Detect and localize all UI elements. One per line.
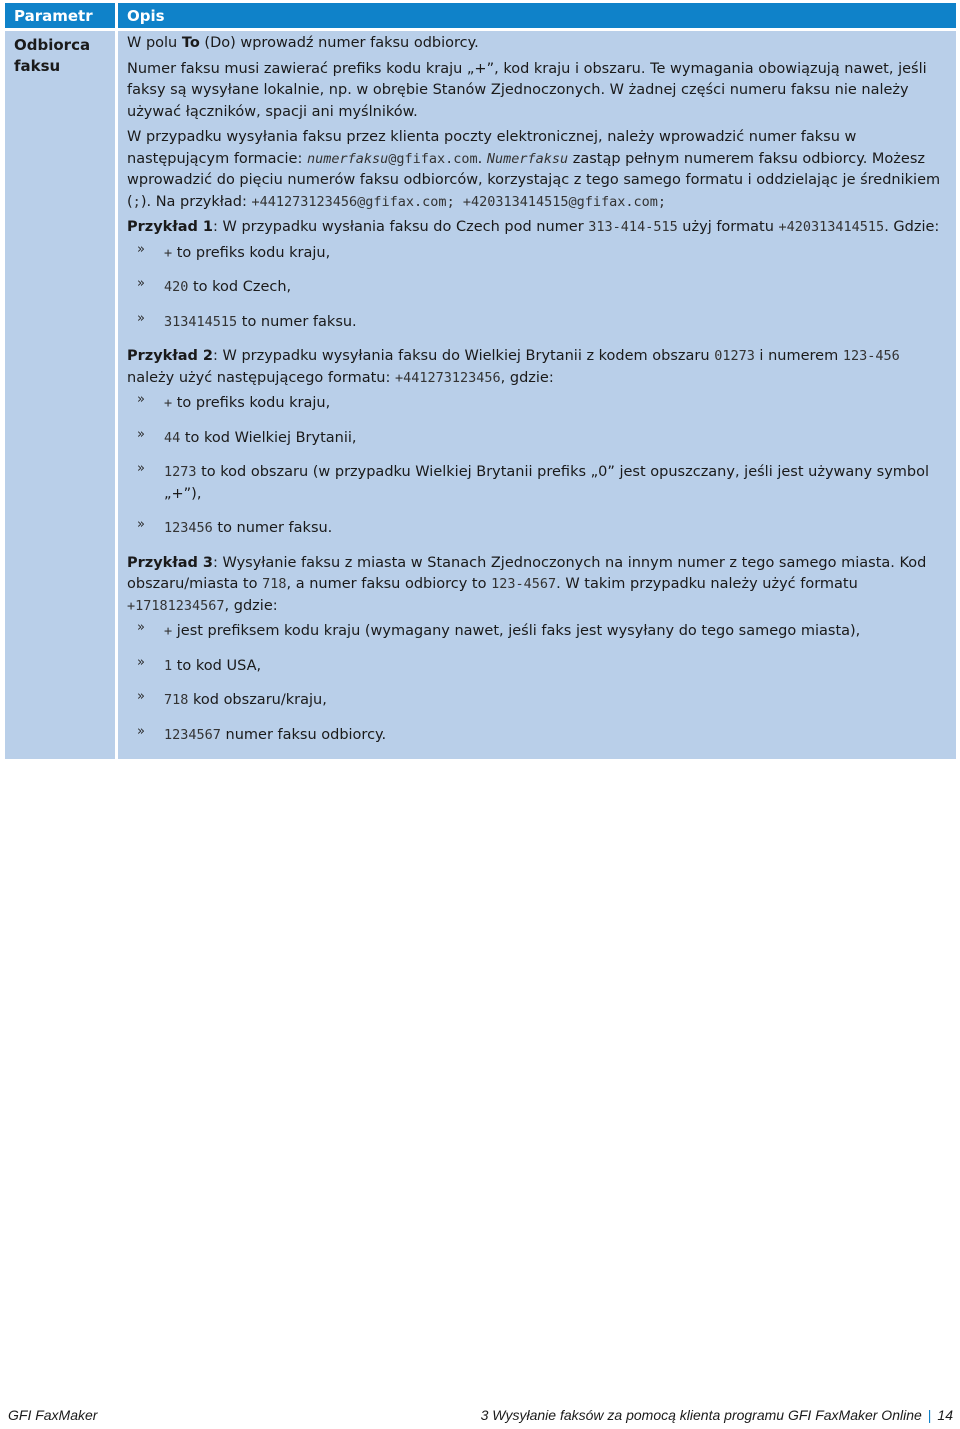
list-item-text: to kod Czech, xyxy=(188,279,292,295)
code: ; xyxy=(132,193,141,210)
param-description xyxy=(115,31,956,759)
example-label: Przykład 2 xyxy=(127,348,213,364)
code: numerfaksu xyxy=(306,150,389,167)
desc-paragraph-2: Numer faksu musi zawierać prefiks kodu kraju „+”, kod kraju i obszaru. Te wymagania obowiązują nawet, jeśli faksy są wysyłane lokalnie, np. w obrębie Stanów Zjednoczonych. W żadnej części numeru faksu nie należy używać łączników, spacji ani myślników. xyxy=(127,60,927,120)
code: 1273 xyxy=(164,464,197,480)
code: 1234567 xyxy=(164,726,221,743)
list-item-text: kod obszaru/kraju, xyxy=(188,692,327,708)
example-label: Przykład 1 xyxy=(127,219,213,235)
list-item xyxy=(127,656,946,678)
field-to: To xyxy=(181,35,200,51)
bullet-arrow-icon: » xyxy=(137,426,145,442)
text: użyj formatu xyxy=(677,219,779,235)
text: W polu xyxy=(127,35,182,51)
page-number: 14 xyxy=(937,1407,953,1423)
list-item-text: to numer faksu. xyxy=(237,313,357,330)
example-1-list xyxy=(127,243,946,334)
code: 718 xyxy=(164,692,189,708)
bullet-arrow-icon: » xyxy=(137,241,145,257)
list-item-text: to numer faksu. xyxy=(212,520,333,536)
parameter-table xyxy=(5,3,956,759)
list-item xyxy=(127,243,946,265)
bullet-arrow-icon: » xyxy=(137,517,145,532)
code: 01273 xyxy=(714,348,755,364)
code: Numerfaksu xyxy=(486,150,569,167)
example-3-list xyxy=(127,621,946,746)
bullet-arrow-icon: » xyxy=(137,654,145,670)
bullet-arrow-icon: » xyxy=(137,310,145,326)
header-parametr: Parametr xyxy=(14,7,93,25)
code: 44 xyxy=(164,429,181,446)
text: zastąp pełnym numerem faksu odbiorcy. Możesz wprowadzić do pięciu numerów faksu odbiorców, korzystając z tego samego formatu i oddzielając je średnikiem ( xyxy=(127,150,941,210)
table-header xyxy=(5,3,956,28)
code: 123-4567 xyxy=(491,576,557,592)
desc-paragraph-3 xyxy=(127,127,946,213)
list-item-text: jest prefiksem kodu kraju (wymagany nawet, jeśli faks jest wysyłany do tego samego miasta), xyxy=(172,623,861,639)
list-item xyxy=(127,277,946,299)
text: . W takim przypadku należy użyć formatu xyxy=(556,576,858,592)
example-label: Przykład 3 xyxy=(127,554,213,571)
bullet-arrow-icon: » xyxy=(137,461,145,476)
code: 313414515 xyxy=(164,313,238,330)
list-item xyxy=(127,690,946,712)
text: , gdzie: xyxy=(500,369,554,386)
code: + xyxy=(164,623,173,639)
code: @gfifax.com xyxy=(388,150,478,167)
text: : W przypadku wysłania faksu do Czech pod numer xyxy=(213,219,589,235)
example-2 xyxy=(127,346,946,389)
text: : Wysyłanie faksu z miasta w Stanach Zjednoczonych na innym numer z tego samego miasta. Kod obszaru/miasta to xyxy=(127,554,927,592)
code: 313-414-515 xyxy=(588,219,678,235)
list-item xyxy=(127,462,946,505)
param-name: Odbiorca faksu xyxy=(14,36,91,75)
list-item-text: to prefiks kodu kraju, xyxy=(172,395,331,411)
footer-product: GFI FaxMaker xyxy=(8,1407,98,1423)
footer-separator: | xyxy=(927,1407,932,1423)
list-item xyxy=(127,621,946,643)
list-item-text: to kod USA, xyxy=(172,657,262,674)
list-item xyxy=(127,312,946,334)
example-1 xyxy=(127,217,946,239)
text: . Gdzie: xyxy=(884,219,940,235)
list-item-text: to prefiks kodu kraju, xyxy=(172,244,331,261)
list-item xyxy=(127,518,946,540)
text: (Do) wprowadź numer faksu odbiorcy. xyxy=(199,35,479,51)
text: . xyxy=(477,150,487,167)
bullet-arrow-icon: » xyxy=(137,723,145,739)
code: 1 xyxy=(164,657,173,674)
code: +420313414515 xyxy=(778,219,885,235)
code: +441273123456 xyxy=(394,369,501,386)
bullet-arrow-icon: » xyxy=(137,392,145,407)
code: +441273123456@gfifax.com; +420313414515@gfifax.com; xyxy=(251,193,667,210)
table-row xyxy=(5,31,956,759)
text: : W przypadku wysyłania faksu do Wielkiej Brytanii z kodem obszaru xyxy=(213,348,715,364)
code: + xyxy=(164,395,173,411)
bullet-arrow-icon: » xyxy=(137,620,145,635)
text: ). Na przykład: xyxy=(140,193,252,210)
text: należy użyć następującego formatu: xyxy=(127,369,395,386)
text: , gdzie: xyxy=(224,597,278,614)
list-item-text: numer faksu odbiorcy. xyxy=(220,726,387,743)
code: +17181234567 xyxy=(127,597,225,614)
text: i numerem xyxy=(754,348,843,364)
footer-chapter-title: 3 Wysyłanie faksów za pomocą klienta programu GFI FaxMaker Online xyxy=(480,1407,922,1423)
list-item-text: to kod obszaru (w przypadku Wielkiej Brytanii prefiks „0” jest opuszczany, jeśli jest używany symbol „+”), xyxy=(164,464,930,502)
example-3 xyxy=(127,553,946,618)
footer-chapter xyxy=(481,1407,953,1423)
example-2-list xyxy=(127,393,946,540)
bullet-arrow-icon: » xyxy=(137,276,145,291)
desc-paragraph-1 xyxy=(127,33,946,55)
bullet-arrow-icon: » xyxy=(137,689,145,704)
code: 123456 xyxy=(164,520,213,536)
code: + xyxy=(164,244,173,261)
list-item-text: to kod Wielkiej Brytanii, xyxy=(180,429,357,446)
list-item xyxy=(127,393,946,415)
code: 420 xyxy=(164,279,189,295)
list-item xyxy=(127,428,946,450)
list-item xyxy=(127,725,946,747)
code: 718 xyxy=(262,576,287,592)
header-opis: Opis xyxy=(115,3,956,28)
text: W przypadku wysyłania faksu przez klienta poczty elektronicznej, należy wprowadzić numer faksu w następującym formacie: xyxy=(127,129,857,167)
code: 123-456 xyxy=(842,348,900,364)
text: , a numer faksu odbiorcy to xyxy=(286,576,492,592)
